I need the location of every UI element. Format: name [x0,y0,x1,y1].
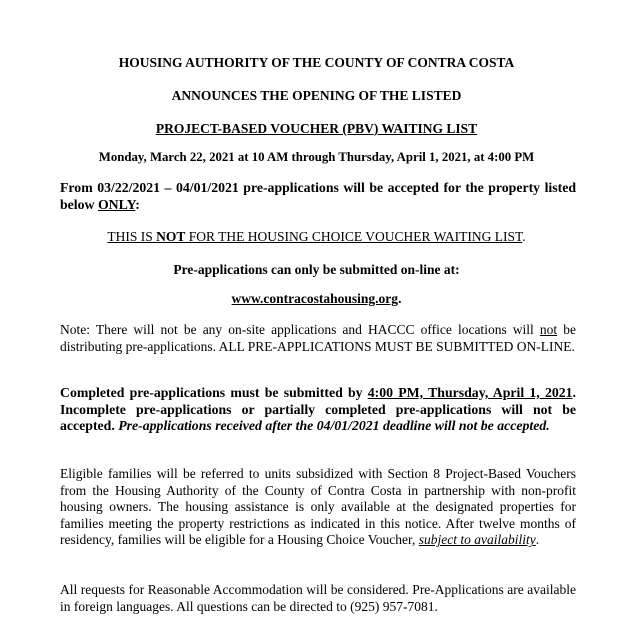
header-title [0,55,633,71]
not-hcv-underlined [107,229,522,244]
date-range [0,150,633,165]
not-hcv-part2: FOR THE HOUSING CHOICE VOUCHER WAITING LIST [185,229,523,244]
website-link[interactable]: www.contracostahousing.org [231,291,399,306]
not-hcv-period: . [522,229,526,244]
deadline-part1: Completed pre-applications must be submitted by [60,385,368,400]
accommodation-text: All requests for Reasonable Accommodation will be considered. Pre-Applications are available in foreign languages. All questions can be directed to (925) 957-7081. [60,582,576,614]
deadline-date: 4:00 PM, Thursday, April 1, 2021 [367,385,573,400]
subject-to-availability: subject to availability [418,532,536,548]
note-part2: be distributing pre-applications. ALL PRE-APPLICATIONS MUST BE SUBMITTED ON-LINE. [60,322,576,354]
deadline-part2: . Incomplete pre-applications or partially completed pre-applications will not be accepted. [60,385,576,434]
intro-text: From 03/22/2021 – 04/01/2021 pre-applications will be accepted for the property listed below [60,180,576,212]
online-text: Pre-applications can only be submitted on-line at: [173,262,460,277]
online-instruction [0,262,633,278]
deadline-paragraph [60,385,576,435]
header-subtitle [0,88,633,104]
date-range-text: Monday, March 22, 2021 at 10 AM through Thursday, April 1, 2021, at 4:00 PM [98,150,535,164]
header-waiting-list [0,121,633,137]
header-line-2: ANNOUNCES THE OPENING OF THE LISTED [171,88,462,103]
not-hcv-notice [0,229,633,245]
header-line-3: PROJECT-BASED VOUCHER (PBV) WAITING LIST [155,121,478,136]
eligibility-text: Eligible families will be referred to units subsidized with Section 8 Project-Based Vouchers from the Housing Authority of the County of Contra Costa in partnership with non-profit housing owners. The housing assistance is only available at the designated properties for families meeting the property restrictions as indicated in this notice. After twelve months of residency, families will be eligible for a Housing Choice Voucher, [60,466,576,548]
website-period: . [398,291,402,306]
intro-paragraph [60,180,576,213]
note-paragraph [60,322,576,355]
accommodation-paragraph [60,582,576,615]
not-hcv-part1: THIS IS [107,229,157,244]
only-text: ONLY [97,196,136,212]
website-line [0,291,633,307]
eligibility-paragraph [60,466,576,549]
note-not: not [539,322,558,337]
eligibility-period: . [535,532,540,548]
note-part1: Note: There will not be any on-site applications and HACCC office locations will [60,322,540,337]
not-hcv-not: NOT [156,229,186,244]
intro-colon: : [135,196,140,212]
header-line-1: HOUSING AUTHORITY OF THE COUNTY OF CONTRA COSTA [118,55,515,70]
deadline-italic: Pre-applications received after the 04/01/2021 deadline will not be accepted. [118,418,550,434]
